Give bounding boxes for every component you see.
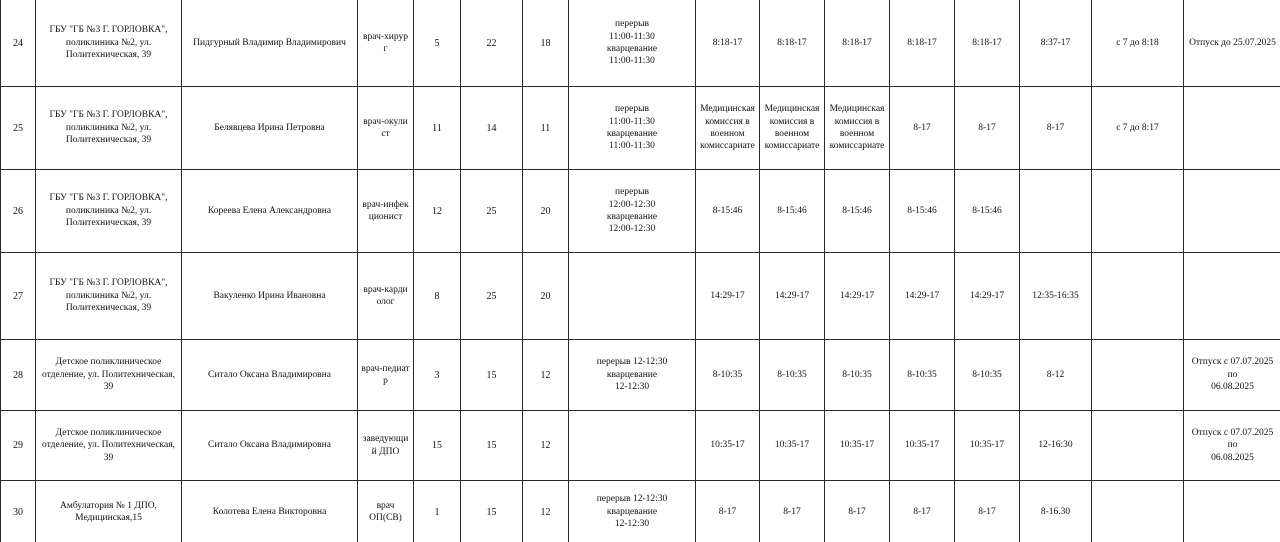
organization-cell-line: поликлиника №2, ул. [65,122,152,133]
organization-cell-line: Политехническая, 39 [65,218,152,229]
day-6-hours-cell [1020,87,1092,170]
day-2-hours-cell-line: 8:18-17 [777,37,807,48]
day-3-hours-cell-line: комиссариате [829,141,885,152]
note-cell [1184,411,1280,481]
organization-cell-line: поликлиника №2, ул. [65,290,152,301]
count-1-cell: 12 [414,170,461,253]
extra-hours-cell [1092,411,1184,481]
note-cell [1184,340,1280,411]
position-cell [358,0,414,87]
day-2-hours-cell [760,481,825,542]
organization-cell [36,340,182,411]
position-cell [358,87,414,170]
day-2-hours-cell-line: 10:35-17 [774,440,810,451]
doctor-name-cell: Вакуленко Ирина Ивановна [182,253,358,340]
position-cell-line: заведующи [362,434,409,445]
day-2-hours-cell [760,340,825,411]
day-6-hours-cell-line: 8-12 [1046,369,1065,380]
day-1-hours-cell [696,411,760,481]
day-2-hours-cell-line: 14:29-17 [774,290,810,301]
count-3-cell: 12 [523,340,569,411]
breaks-cell-line: кварцевание [606,506,658,517]
position-cell [358,170,414,253]
note-cell-line: Отпуск с 07.07.2025 по [1191,357,1274,380]
day-5-hours-cell [955,170,1020,253]
note-cell [1184,170,1280,253]
organization-cell-line: Детское поликлиническое [55,427,162,438]
day-1-hours-cell-line: комиссия в [705,116,750,127]
day-3-hours-cell [825,170,890,253]
position-cell-line: врач-окули [363,116,408,127]
organization-cell-line: 39 [103,452,114,463]
position-cell-line: врач-педиат [361,363,410,374]
breaks-cell-line: перерыв [615,187,649,198]
breaks-cell-line: 12:00-12:30 [608,199,656,210]
day-1-hours-cell-line: 8-17 [718,506,737,517]
breaks-cell [569,87,696,170]
breaks-cell [569,253,696,340]
organization-cell [36,411,182,481]
day-6-hours-cell-line: 8-16.30 [1040,506,1071,517]
day-1-hours-cell-line: 8-15:46 [712,205,743,216]
day-5-hours-cell-line: 8-15:46 [972,205,1002,216]
position-cell-line: ционист [368,212,403,222]
doctor-name-cell: Ситало Оксана Владимировна [182,340,358,411]
day-4-hours-cell [890,481,955,542]
day-2-hours-cell [760,170,825,253]
organization-cell-line: ГБУ "ГБ №3 Г. ГОРЛОВКА", [49,25,168,36]
day-4-hours-cell-line: 8-10:35 [907,369,937,380]
count-3-cell: 12 [523,411,569,481]
organization-cell-line: ГБУ "ГБ №3 Г. ГОРЛОВКА", [49,278,168,289]
day-3-hours-cell-line: 10:35-17 [839,440,875,451]
day-4-hours-cell [890,253,955,340]
count-1-cell: 3 [414,340,461,411]
count-1-cell: 5 [414,0,461,87]
day-3-hours-cell [825,87,890,170]
day-1-hours-cell-line: 8-10:35 [712,369,743,380]
day-6-hours-cell [1020,170,1092,253]
day-6-hours-cell [1020,481,1092,542]
count-3-cell: 18 [523,0,569,87]
position-cell [358,481,414,542]
day-6-hours-cell [1020,0,1092,87]
breaks-cell-line: перерыв [615,104,649,115]
doctor-name-cell: Пидгурный Владимир Владимирович [182,0,358,87]
breaks-cell [569,170,696,253]
day-3-hours-cell [825,253,890,340]
day-2-hours-cell-line: 8-10:35 [777,369,807,380]
note-cell-line: Отпуск до 25.07.2025 [1189,37,1276,48]
position-cell-line: р [383,376,388,386]
day-2-hours-cell-line: комиссариате [764,141,820,152]
table-row [1,170,1280,253]
day-6-hours-cell-line: 8-17 [1046,122,1065,133]
position-cell-line: г [383,44,388,54]
day-2-hours-cell [760,0,825,87]
organization-cell [36,481,182,542]
day-1-hours-cell [696,340,760,411]
organization-cell-line: 39 [103,382,114,393]
day-4-hours-cell [890,411,955,481]
day-6-hours-cell [1020,340,1092,411]
extra-hours-cell [1092,170,1184,253]
organization-cell-line: Политехническая, 39 [65,135,152,146]
position-cell [358,340,414,411]
day-5-hours-cell [955,0,1020,87]
day-3-hours-cell [825,0,890,87]
day-6-hours-cell [1020,253,1092,340]
count-2-cell: 15 [461,481,523,542]
day-3-hours-cell [825,481,890,542]
breaks-cell [569,411,696,481]
breaks-cell-line: кварцевание [606,129,658,139]
count-2-cell: 25 [461,253,523,340]
organization-cell [36,253,182,340]
breaks-cell-line: 11:00-11:30 [609,141,655,152]
organization-cell-line: Детское поликлиническое [55,357,162,368]
day-3-hours-cell [825,340,890,411]
table-row [1,481,1280,542]
count-2-cell: 14 [461,87,523,170]
breaks-cell [569,0,696,87]
schedule-body [1,0,1280,542]
day-3-hours-cell-line: 8-17 [848,506,866,517]
day-2-hours-cell-line: 8-17 [783,506,801,517]
day-1-hours-cell-line: Медицинская [700,104,755,115]
breaks-cell-line: кварцевание [606,212,658,222]
count-3-cell: 12 [523,481,569,542]
day-6-hours-cell [1020,411,1092,481]
day-4-hours-cell-line: 8:18-17 [907,37,937,48]
breaks-cell-line: 12-12:30 [614,382,650,393]
day-5-hours-cell [955,481,1020,542]
note-cell-line: 06.08.2025 [1211,382,1254,393]
day-3-hours-cell-line: военном [839,129,875,139]
table-row [1,253,1280,340]
breaks-cell-line: перерыв 12-12:30 [596,494,668,505]
day-3-hours-cell-line: комиссия в [834,116,880,127]
day-4-hours-cell-line: 8-15:46 [907,205,937,216]
day-4-hours-cell [890,0,955,87]
day-4-hours-cell [890,170,955,253]
day-5-hours-cell-line: 14:29-17 [969,290,1005,301]
position-cell [358,253,414,340]
organization-cell-line: ГБУ "ГБ №3 Г. ГОРЛОВКА", [49,110,168,121]
organization-cell-line: Амбулатория № 1 ДПО, [60,500,157,511]
row-number-cell: 28 [1,340,36,411]
organization-cell-line: Политехническая, 39 [65,50,152,61]
position-cell-line: й ДПО [371,446,400,457]
extra-hours-cell: с 7 до 8:18 [1092,0,1184,87]
position-cell-line: ст [381,129,390,139]
count-3-cell: 11 [523,87,569,170]
day-2-hours-cell-line: 8-15:46 [777,205,807,216]
extra-hours-cell: с 7 до 8:17 [1092,87,1184,170]
row-number-cell: 29 [1,411,36,481]
day-4-hours-cell-line: 14:29-17 [904,290,940,301]
breaks-cell-line: перерыв 12-12:30 [596,357,668,368]
day-2-hours-cell-line: комиссия в [769,116,815,127]
day-1-hours-cell [696,170,760,253]
day-1-hours-cell [696,0,760,87]
organization-cell [36,87,182,170]
count-1-cell: 1 [414,481,461,542]
day-2-hours-cell-line: военном [774,129,810,139]
organization-cell [36,0,182,87]
organization-cell-line: ГБУ "ГБ №3 Г. ГОРЛОВКА", [49,193,168,204]
position-cell-line: ОП(СВ) [369,513,402,523]
note-cell-line: 06.08.2025 [1211,452,1254,463]
breaks-cell-line: 12-12:30 [614,519,650,530]
extra-hours-cell [1092,340,1184,411]
extra-hours-cell [1092,253,1184,340]
extra-hours-cell [1092,481,1184,542]
day-2-hours-cell [760,253,825,340]
note-cell [1184,87,1280,170]
position-cell-line: врач-карди [363,284,408,295]
day-3-hours-cell-line: 8:18-17 [842,37,872,48]
day-5-hours-cell-line: 8-17 [978,506,996,517]
day-1-hours-cell-line: 14:29-17 [710,290,745,301]
position-cell-line: врач-хирур [363,31,408,42]
row-number-cell: 24 [1,0,36,87]
day-1-hours-cell-line: 10:35-17 [710,440,745,451]
day-5-hours-cell-line: 8-17 [978,122,996,133]
position-cell-line: врач-инфек [362,199,409,210]
day-5-hours-cell [955,253,1020,340]
day-4-hours-cell [890,87,955,170]
position-cell-line: врач [376,500,395,511]
table-row [1,87,1280,170]
doctor-name-cell: Кореева Елена Александровна [182,170,358,253]
position-cell [358,411,414,481]
day-5-hours-cell-line: 8-10:35 [972,369,1002,380]
day-2-hours-cell [760,87,825,170]
day-2-hours-cell-line: Медицинская [764,104,820,115]
count-1-cell: 8 [414,253,461,340]
row-number-cell: 30 [1,481,36,542]
day-1-hours-cell-line: 8:18-17 [712,37,743,48]
table-row [1,411,1280,481]
breaks-cell-line: кварцевание [606,44,658,54]
note-cell-line: Отпуск с 07.07.2025 по [1191,427,1274,451]
organization-cell-line: Политехническая, 39 [65,303,152,314]
day-6-hours-cell-line: 12-16:30 [1038,440,1073,451]
day-5-hours-cell-line: 10:35-17 [969,440,1005,451]
table-row [1,340,1280,411]
breaks-cell [569,340,696,411]
count-1-cell: 11 [414,87,461,170]
day-6-hours-cell-line: 12:35-16:35 [1032,290,1079,301]
day-2-hours-cell [760,411,825,481]
count-2-cell: 15 [461,411,523,481]
breaks-cell [569,481,696,542]
breaks-cell-line: 11:00-11:30 [609,56,655,67]
note-cell [1184,253,1280,340]
doctor-name-cell: Белявцева Ирина Петровна [182,87,358,170]
note-cell [1184,0,1280,87]
day-1-hours-cell [696,253,760,340]
doctor-name-cell: Ситало Оксана Владимировна [182,411,358,481]
day-5-hours-cell [955,340,1020,411]
breaks-cell-line: перерыв [615,19,649,30]
day-3-hours-cell-line: Медицинская [829,104,885,115]
day-5-hours-cell-line: 8:18-17 [972,37,1002,48]
breaks-cell-line: 11:00-11:30 [609,31,655,42]
row-number-cell: 25 [1,87,36,170]
day-3-hours-cell-line: 14:29-17 [839,290,875,301]
organization-cell-line: поликлиника №2, ул. [65,205,152,216]
table-row [1,0,1280,87]
day-4-hours-cell-line: 10:35-17 [904,440,940,451]
organization-cell-line: отделение, ул. Политехническая, [42,369,175,380]
day-4-hours-cell-line: 8-17 [913,122,931,133]
note-cell [1184,481,1280,542]
row-number-cell: 27 [1,253,36,340]
day-1-hours-cell-line: военном [710,129,745,139]
breaks-cell-line: 12:00-12:30 [608,224,656,235]
day-3-hours-cell-line: 8-15:46 [842,205,872,216]
day-3-hours-cell-line: 8-10:35 [842,369,872,380]
breaks-cell-line: 11:00-11:30 [609,116,655,127]
count-1-cell: 15 [414,411,461,481]
day-1-hours-cell-line: комиссариате [700,141,755,152]
day-5-hours-cell [955,87,1020,170]
day-1-hours-cell [696,87,760,170]
day-6-hours-cell-line: 8:37-17 [1040,37,1071,48]
day-4-hours-cell-line: 8-17 [913,506,931,517]
organization-cell-line: поликлиника №2, ул. [65,37,152,48]
day-5-hours-cell [955,411,1020,481]
organization-cell-line: отделение, ул. Политехническая, [42,440,175,451]
position-cell-line: олог [376,297,395,307]
count-2-cell: 25 [461,170,523,253]
count-2-cell: 15 [461,340,523,411]
count-3-cell: 20 [523,170,569,253]
count-2-cell: 22 [461,0,523,87]
day-1-hours-cell [696,481,760,542]
breaks-cell-line: кварцевание [606,369,658,380]
row-number-cell: 26 [1,170,36,253]
day-3-hours-cell [825,411,890,481]
organization-cell [36,170,182,253]
doctor-name-cell: Колотева Елена Викторовна [182,481,358,542]
organization-cell-line: Медицинская,15 [75,513,142,523]
day-4-hours-cell [890,340,955,411]
count-3-cell: 20 [523,253,569,340]
